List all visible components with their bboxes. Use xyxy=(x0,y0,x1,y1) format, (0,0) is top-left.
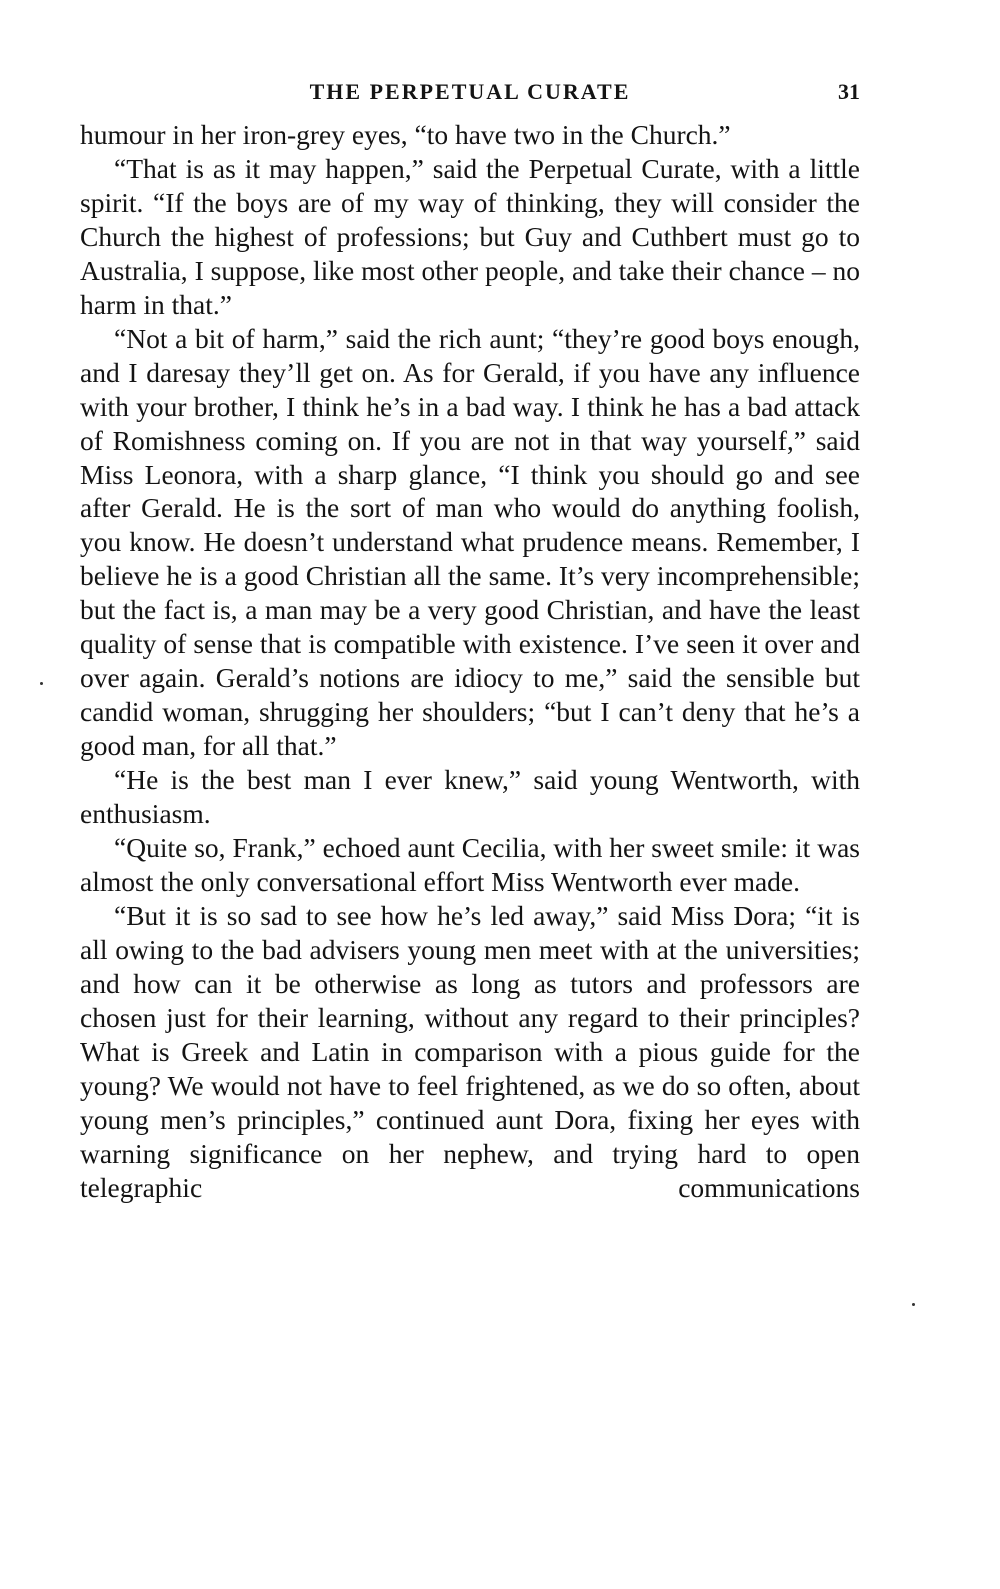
running-head xyxy=(80,77,860,107)
paragraph: “But it is so sad to see how he’s led away,” said Miss Dora; “it is all owing to the bad advisers young men meet with at the universities; and how can it be otherwise as long as tutors and professors are chosen just for their learning, without any regard to their principles? What is Greek and Latin in comparison with a pious guide for the young? We would not have to feel frightened, as we do so often, about young men’s principles,” continued aunt Dora, fixing her eyes with warning significance on her nephew, and trying hard to open telegraphic communications xyxy=(80,899,860,1203)
page-number: 31 xyxy=(838,79,860,104)
ink-speck xyxy=(912,1303,915,1306)
paragraph: “Not a bit of harm,” said the rich aunt; “they’re good boys enough, and I daresay they’ll get on. As for Gerald, if you have any influence with your brother, I think he’s in a bad way. I think he has a bad attack of Romishness coming on. If you are not in that way yourself,” said Miss Leonora, with a sharp glance, “I think you should go and see after Gerald. He is the sort of man who would do anything foolish, you know. He doesn’t understand what prudence means. Remember, I believe he is a good Christian all the same. It’s very incomprehensible; but the fact is, a man may be a very good Christian, and have the least quality of sense that is compatible with existence. I’ve seen it over and over again. Gerald’s notions are idiocy to me,” said the sensible but candid woman, shrugging her shoulders; “but I can’t deny that he’s a good man, for all that.” xyxy=(80,322,860,762)
paragraph: “He is the best man I ever knew,” said young Wentworth, with enthusiasm. xyxy=(80,764,860,830)
running-title: THE PERPETUAL CURATE xyxy=(309,79,631,104)
paragraph: “That is as it may happen,” said the Perpetual Curate, with a little spirit. “If the boys are of my way of thinking, they will consider the Church the highest of professions; but Guy and Cuthbert must go to Australia, I suppose, like most other people, and take their chance – no harm in that.” xyxy=(80,152,860,320)
body-text xyxy=(80,118,860,1205)
paragraph: humour in her iron-grey eyes, “to have two in the Church.” xyxy=(80,119,731,150)
ink-speck xyxy=(40,682,43,685)
paragraph: “Quite so, Frank,” echoed aunt Cecilia, with her sweet smile: it was almost the only conversational effort Miss Wentworth ever made. xyxy=(80,832,860,897)
